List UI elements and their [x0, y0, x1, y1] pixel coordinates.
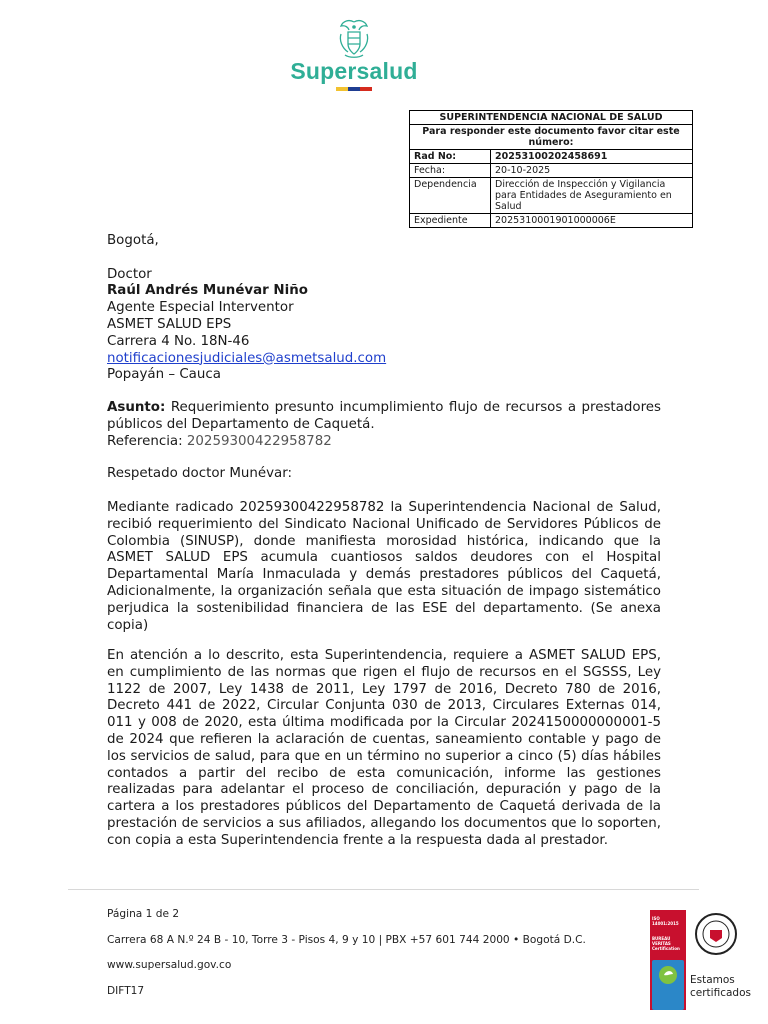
certification-badges	[640, 910, 752, 1014]
recipient-name: Raúl Andrés Munévar Niño	[107, 283, 308, 299]
recipient-address: Carrera 4 No. 18N-46	[107, 333, 250, 349]
dependencia-value: Dirección de Inspección y Vigilancia para Entidades de Aseguramiento en Salud	[491, 178, 693, 214]
paragraph-text: En atención a lo descrito, esta Superintendencia, requiere a ASMET SALUD EPS, en cumplimiento de las normas que rigen el flujo de recursos en el SGSSS, Ley 1122 de 2007, Ley 1438 de 2011, Ley 1797 de 2016, Decreto 780 de 2016, Decreto 441 de 2022, Circular Conjunta 030 de 2013, Circulares Externas 014, 011 y 008 de 2020, esta última modificada por la Circular 2024150000000001-5 de 2024 que refieren la aclaración de cuentas, saneamiento contable y pago de los servicios de salud, para que en un término no superior a cinco (5) días hábiles contados a partir del recibo de esta comunicación, informe las gestiones realizadas para adelantar el proceso de conciliación, depuración y pago de la cartera a los prestadores públicos del Departamento de Caquetá derivada de la prestación de servicios a sus afiliados, allegando los documentos que lo soporten, con copia a esta Superintendencia frente a la respuesta dada al prestador.	[107, 648, 661, 848]
rad-no-value: 20253100202458691	[491, 150, 693, 164]
bv-badge-text: BUREAU VERITAS Certification	[652, 936, 680, 951]
icontec-leaf-icon	[652, 960, 684, 990]
recipient-role: Agente Especial Interventor	[107, 300, 294, 316]
icontec-badge	[652, 960, 684, 1010]
table-row	[410, 178, 693, 214]
radicado-entity: SUPERINTENDENCIA NACIONAL DE SALUD	[410, 111, 693, 125]
subject-label: Asunto:	[107, 400, 166, 415]
body-paragraph-1	[107, 500, 661, 634]
subject-text: Requerimiento presunto incumplimiento flujo de recursos a prestadores públicos del Departamento de Caquetá.	[107, 400, 661, 432]
supersalud-logo	[284, 18, 424, 91]
fecha-value: 20-10-2025	[491, 164, 693, 178]
radicado-instruction: Para responder este documento favor citar este número:	[410, 125, 693, 150]
city-greeting: Bogotá,	[107, 233, 159, 248]
reference-value: 20259300422958782	[182, 433, 332, 449]
dependencia-label: Dependencia	[410, 178, 491, 214]
footer-website: www.supersalud.gov.co	[107, 959, 232, 971]
footer-divider	[68, 889, 699, 890]
table-row	[410, 214, 693, 228]
document-code: DIFT17	[107, 985, 145, 997]
table-row	[410, 164, 693, 178]
iso-badge: ISO 14001:2015	[652, 916, 679, 926]
subject-block	[107, 400, 661, 450]
body-paragraph-2	[107, 648, 661, 850]
table-row	[410, 150, 693, 164]
expediente-label: Expediente	[410, 214, 491, 228]
salutation: Respetado doctor Munévar:	[107, 466, 292, 481]
recipient-company: ASMET SALUD EPS	[107, 316, 232, 332]
paragraph-text: Mediante radicado 20259300422958782 la Superintendencia Nacional de Salud, recibió requerimiento del Sindicato Nacional Unificado de Servidores Públicos de Colombia (SINUSP), donde manifiesta morosidad histórica, indicando que la ASMET SALUD EPS acumula cuantiosos saldos deudores con el Hospital Departamental María Inmaculada y demás prestadores públicos del Caquetá, Adicionalmente, la organización señala que esta situación de impago sistemático perjudica la sostenibilidad financiera de las ESE del departamento. (Se anexa copia)	[107, 500, 661, 633]
coat-of-arms-icon	[337, 18, 371, 60]
footer-address: Carrera 68 A N.º 24 B - 10, Torre 3 - Pisos 4, 9 y 10 | PBX +57 601 744 2000 • Bogotá D.C.	[107, 934, 586, 946]
certified-statement	[690, 974, 751, 1000]
page-number: Página 1 de 2	[107, 908, 180, 920]
recipient-title: Doctor	[107, 266, 152, 282]
recipient-email-link[interactable]: notificacionesjudiciales@asmetsalud.com	[107, 350, 387, 366]
bureau-veritas-seal-icon	[686, 910, 746, 960]
rad-no-label: Rad No:	[410, 150, 491, 164]
radicado-table	[409, 110, 693, 228]
colombia-flag-stripe	[336, 87, 372, 91]
cert-line-1: Estamos	[690, 974, 735, 986]
cert-line-2: certificados	[690, 987, 751, 999]
brand-name: Supersalud	[290, 58, 418, 84]
letter-recipient-block	[107, 233, 661, 384]
reference-label: Referencia:	[107, 433, 183, 449]
recipient-city: Popayán – Cauca	[107, 367, 221, 383]
expediente-value: 2025310001901000006E	[491, 214, 693, 228]
fecha-label: Fecha:	[410, 164, 491, 178]
